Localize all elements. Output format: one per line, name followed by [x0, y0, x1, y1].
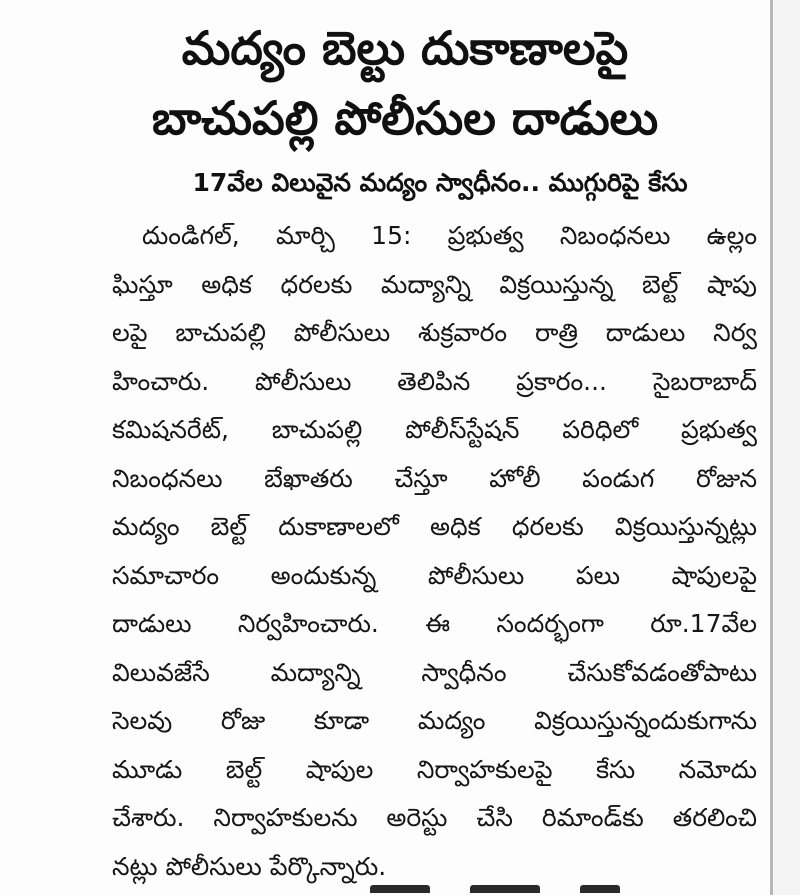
headline-line-2: బాచుపల్లి పోలీసుల దాడులు	[151, 91, 659, 145]
headline-line-1: మద్యం బెల్టు దుకాణాలపై	[181, 21, 629, 75]
cutoff-glyph-fragment	[470, 885, 540, 893]
body-line: మద్యం బెల్ట్ దుకాణాలలో అధిక ధరలకు విక్రయిస్తున్నట్లు	[112, 512, 757, 541]
body-line: దుండిగల్, మార్చి 15: ప్రభుత్వ నిబంధనలు ఉల్లం	[142, 221, 757, 250]
body-line: హించారు. పోలీసులు తెలిపిన ప్రకారం... సైబరాబాద్	[112, 366, 757, 396]
body-line: నిబంధనలు బేఖాతరు చేస్తూ హోలీ పండుగ రోజున	[112, 463, 757, 493]
body-line: సెలవు రోజు కూడా మద్యం విక్రయిస్తున్నందుకుగాను	[112, 706, 757, 735]
cutoff-glyph-fragment	[370, 885, 430, 893]
body-line: కమిషనరేట్, బాచుపల్లి పోలీస్‌స్టేషన్ పరిధిలో ప్రభుత్వ	[112, 415, 757, 444]
body-line: చేశారు. నిర్వాహకులను అరెస్టు చేసి రిమాండ్‌కు తరలించి	[112, 803, 757, 832]
body-line: సమాచారం అందుకున్న పోలీసులు పలు షాపులపై	[112, 560, 757, 590]
adjacent-column-edge	[773, 0, 800, 895]
body-line: దాడులు నిర్వహించారు. ఈ సందర్భంగా రూ.17వేల	[112, 609, 757, 638]
subheadline: 17వేల విలువైన మద్యం స్వాధీనం.. ముగ్గురిపై కేసు	[192, 168, 688, 197]
body-line: లపై బాచుపల్లి పోలీసులు శుక్రవారం రాత్రి దాడులు నిర్వ	[112, 318, 757, 347]
article-body	[112, 212, 757, 891]
body-line: విలువజేసే మద్యాన్ని స్వాధీనం చేసుకోవడంతోపాటు	[112, 657, 757, 687]
column-divider	[770, 0, 773, 895]
body-line: ఘిస్తూ అధిక ధరలకు మద్యాన్ని విక్రయిస్తున్న బెల్ట్ షాపు	[112, 269, 757, 299]
next-article-cutoff	[360, 880, 660, 895]
body-line: మూడు బెల్ట్ షాపుల నిర్వాహకులపై కేసు నమోదు	[112, 754, 757, 784]
body-line: నట్లు పోలీసులు పేర్కొన్నారు.	[112, 851, 387, 881]
cutoff-glyph-fragment	[580, 885, 620, 893]
